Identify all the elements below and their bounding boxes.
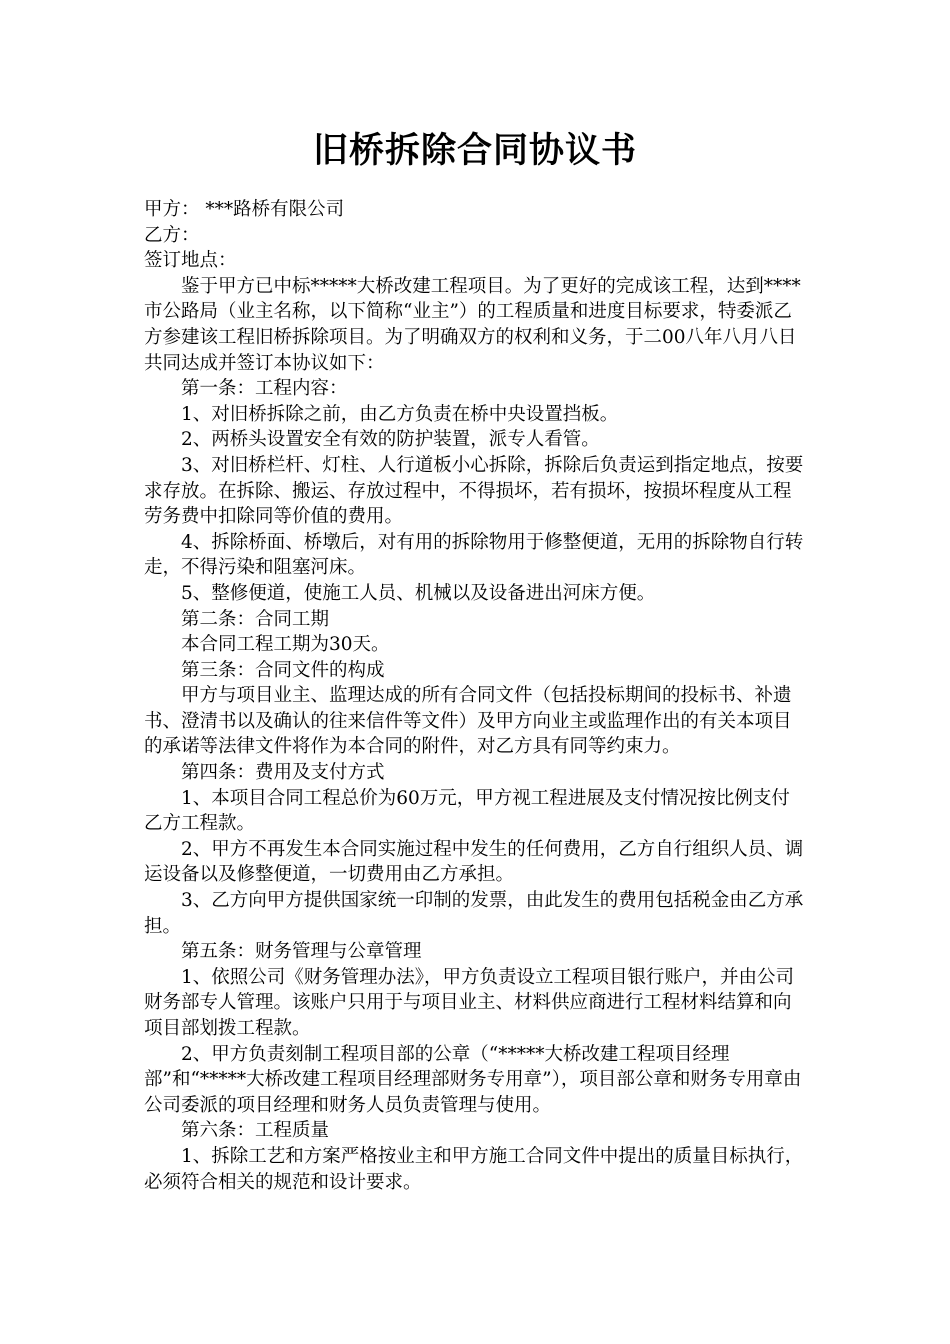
article-3-text: 甲方与项目业主、监理达成的所有合同文件（包括投标期间的投标书、补遗书、澄清书以及确认的往来信件等文件）及甲方向业主或监理作出的有关本项目的承诺等法律文件将作为本合同的附件，对乙方具有同等约束力。 xyxy=(144,685,792,758)
article-1-item-5: 5、整修便道，使施工人员、机械以及设备进出河床方便。 xyxy=(181,582,656,604)
sign-place-line xyxy=(144,248,806,274)
document-title: 旧桥拆除合同协议书 xyxy=(312,131,637,171)
article-4-item-1: 1、本项目合同工程总价为60万元，甲方视工程进展及支付情况按比例支付乙方工程款。 xyxy=(144,787,790,835)
article-4-item-2: 2、甲方不再发生本合同实施过程中发生的任何费用，乙方自行组织人员、调运设备以及修整便道，一切费用由乙方承担。 xyxy=(144,838,804,886)
article-4-heading: 第四条：费用及支付方式 xyxy=(181,762,385,784)
article-1-item-2: 2、两桥头设置安全有效的防护装置，派专人看管。 xyxy=(181,429,600,451)
article-1-item-3: 3、对旧桥栏杆、灯柱、人行道板小心拆除，拆除后负责运到指定地点，按要求存放。在拆除、搬运、存放过程中，不得损坏，若有损坏，按损坏程度从工程劳务费中扣除同等价值的费用。 xyxy=(144,454,804,528)
party-a-value: ***路桥有限公司 xyxy=(205,199,345,220)
article-3-heading: 第三条：合同文件的构成 xyxy=(181,659,385,681)
article-5-heading: 第五条：财务管理与公章管理 xyxy=(181,941,422,963)
party-b-label: 乙方： xyxy=(144,224,200,246)
article-2-heading: 第二条：合同工期 xyxy=(181,608,330,630)
article-1-heading: 第一条：工程内容： xyxy=(181,378,348,400)
document-body xyxy=(144,197,806,1195)
party-a-label: 甲方： xyxy=(144,199,200,220)
article-5-item-1: 1、依照公司《财务管理办法》，甲方负责设立工程项目银行账户，并由公司财务部专人管理。该账户只用于与项目业主、材料供应商进行工程材料结算和向项目部划拨工程款。 xyxy=(144,966,795,1039)
preamble-paragraph: 鉴于甲方已中标*****大桥改建工程项目。为了更好的完成该工程，达到****市公路局（业主名称，以下简称“业主”）的工程质量和进度目标要求，特委派乙方参建该工程旧桥拆除项目。为了明确双方的权利和义务，于二00八年八月八日共同达成并签订本协议如下： xyxy=(144,275,801,374)
party-a-line xyxy=(144,197,806,223)
article-6-heading: 第六条：工程质量 xyxy=(181,1120,330,1142)
article-4-item-3: 3、乙方向甲方提供国家统一印制的发票，由此发生的费用包括税金由乙方承担。 xyxy=(144,890,804,937)
article-1-item-4: 4、拆除桥面、桥墩后，对有用的拆除物用于修整便道，无用的拆除物自行转走，不得污染和阻塞河床。 xyxy=(144,531,804,579)
party-b-line xyxy=(144,223,806,249)
article-6-item-1: 1、拆除工艺和方案严格按业主和甲方施工合同文件中提出的质量目标执行，必须符合相关的规范和设计要求。 xyxy=(144,1145,804,1193)
article-1-item-1: 1、对旧桥拆除之前，由乙方负责在桥中央设置挡板。 xyxy=(181,403,619,425)
sign-place-label: 签订地点： xyxy=(144,250,237,272)
article-2-text: 本合同工程工期为30天。 xyxy=(181,634,390,656)
article-5-item-2: 2、甲方负责刻制工程项目部的公章（“*****大桥改建工程项目经理部”和“*****大桥改建工程项目经理部财务专用章”），项目部公章和财务专用章由公司委派的项目经理和财务人员负责管理与使用。 xyxy=(144,1043,802,1116)
